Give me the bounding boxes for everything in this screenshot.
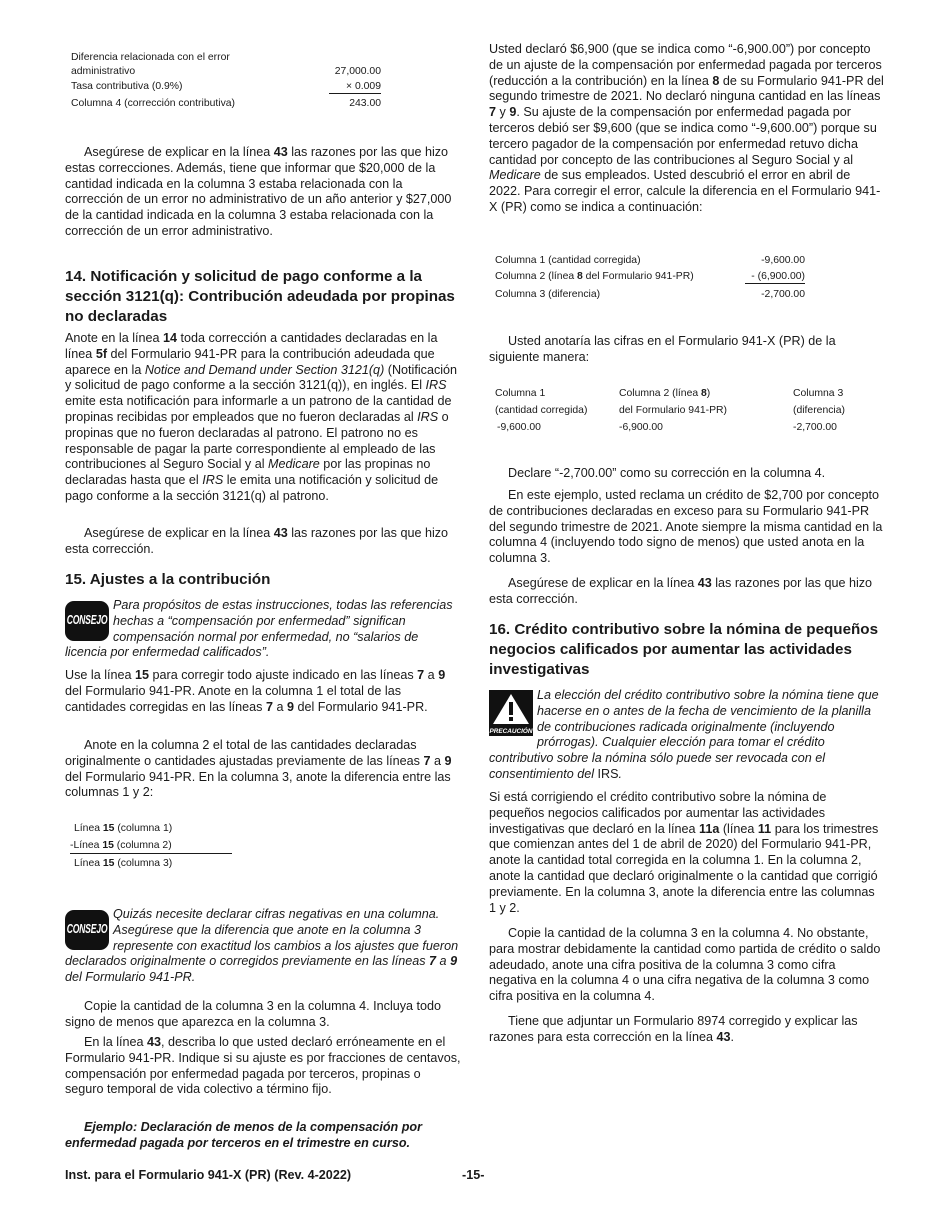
tip-box <box>65 598 462 661</box>
row-label: Columna 4 (corrección contributiva) <box>71 98 236 109</box>
section-16-heading: 16. Crédito contributivo sobre la nómina de pequeños negocios calificados por aumentar las actividades investigativas <box>489 621 879 678</box>
row-value: 27,000.00 <box>334 66 381 77</box>
row-label: administrativo <box>71 66 136 77</box>
badge-wrap <box>489 688 537 736</box>
caution-label: PRECAUCIÓN <box>489 728 533 735</box>
paragraph: Asegúrese de explicar en la línea 43 las razones por las que hizo esta corrección. <box>65 526 449 556</box>
badge-wrap <box>65 907 113 951</box>
section-15-heading: 15. Ajustes a la contribución <box>65 571 271 588</box>
table-row: Columna 2 (línea 8 del Formulario 941-PR) - (6,900.00) <box>495 271 805 282</box>
paragraph: Copie la cantidad de la columna 3 en la columna 4. No obstante, para mostrar debidamente la cantidad como partida de crédito o saldo adeudado, anote una cifra positiva de la columna 3 como cifra negativa en la columna 4 o una cifra negativa de la columna 3 como cifra positiva en la columna 4. <box>489 926 881 1004</box>
consejo-icon: CONSEJO <box>65 910 109 950</box>
footer-form-title: Inst. para el Formulario 941-X (PR) (Rev. 4-2022) <box>65 1168 352 1182</box>
row-value: -9,600.00 <box>761 255 805 266</box>
paragraph: En la línea 43, describa lo que usted declaró erróneamente en el Formulario 941-PR. Indique si su ajuste es por fracciones de centavos, compensación por enfermedad pagada por terceros, propinas o seguro temporal de vida colectivo a término fijo. <box>65 1035 461 1097</box>
table-row <box>71 51 381 79</box>
table-row: Columna 1 (cantidad corregida) -9,600.00 <box>495 255 805 266</box>
paragraph: Usted anotaría las cifras en el Formulario 941-X (PR) de la siguiente manera: <box>489 334 836 364</box>
consejo-icon: CONSEJO <box>65 601 109 641</box>
page-number: -15- <box>462 1168 485 1182</box>
paragraph: Use la línea 15 para corregir todo ajuste indicado en las líneas 7 a 9 del Formulario 941-PR. Anote en la columna 1 el total de las cantidades corregidas en las líneas 7 a 9 del Formulario 941-PR. <box>65 668 446 714</box>
paragraph: En este ejemplo, usted reclama un crédito de $2,700 por concepto de contribuciones declaradas en exceso para su Formulario 941-PR del segundo trimestre de 2021. Anote siempre la misma cantidad en la columna 4 (incluyendo todo signo de menos) que usted anota en la columna 3. <box>489 488 883 566</box>
row-value: × 0.009 <box>329 80 381 94</box>
tip-text: Para propósitos de estas instrucciones, todas las referencias hechas a “compensación por enfermedad” significan compensación normal por enfermedad, no “salarios de licencia por enfermedad calificados”. <box>65 598 453 660</box>
calc-line: Línea 15 (columna 3) <box>74 858 173 869</box>
row-value: 243.00 <box>349 98 381 109</box>
row-label: Tasa contributiva (0.9%) <box>71 81 183 92</box>
row-value: - (6,900.00) <box>745 270 805 284</box>
paragraph: Anote en la línea 14 toda corrección a cantidades declaradas en la línea 5f del Formulario 941-PR para la contribución adeudada que aparece en la Notice and Demand under Section 3121(q) (Notificación y solicitud de pago conforme a la sección 3121(q)), en inglés. El IRS emite esta notificación para informarle a un patrono de la cantidad de propinas recibidas por empleados que no fueron declaradas al IRS o propinas que no fueron declaradas al patrono. El patrono no es responsable de pagar la parte correspondiente al empleado de las contribuciones al Seguro Social y al Medicare por las propinas no declaradas hasta que el IRS le emita una notificación y solicitud de pago conforme a la sección 3121(q) al patrono. <box>65 331 458 503</box>
table-row: Columna 3 (diferencia) -2,700.00 <box>495 289 805 300</box>
paragraph: Declare “-2,700.00” como su corrección en la columna 4. <box>508 466 826 480</box>
paragraph: Usted declaró $6,900 (que se indica como “-6,900.00”) por concepto de un ajuste de la compensación por enfermedad pagada por terceros (reducción a la contribución) en la línea 8 de su Formulario 941-PR del segundo trimestre de 2021. No declaró ninguna cantidad en las líneas 7 y 9. Su ajuste de la compensación por enfermedad pagada por terceros debió ser $9,600 (que se indica como “-9,600.00”) porque su tercero pagador de la compensación por enfermedad retuvo dicha cantidad por concepto de las contribuciones al Seguro Social y al Medicare de sus empleados. Usted descubrió el error en abril de 2022. Para corregir el error, calcule la diferencia en el Formulario 941-X (PR) como se indica a continuación: <box>489 42 884 214</box>
paragraph: Si está corrigiendo el crédito contributivo sobre la nómina de pequeños negocios calificados por aumentar las actividades investigativas que declaró en la línea 11a (línea 11 para los trimestres que comienzan antes del 1 de abril de 2020) del Formulario 941-PR, anote la cantidad total corregida en la columna 1. En la columna 2, anote la cantidad que declaró originalmente o la cantidad que corrigió previamente. En la columna 3, anote la diferencia entre las columnas 1 y 2. <box>489 790 879 915</box>
row-label: Diferencia relacionada con el error <box>71 52 230 63</box>
table-row <box>71 80 381 94</box>
row-value: -2,700.00 <box>761 289 805 300</box>
paragraph: Asegúrese de explicar en la línea 43 las razones por las que hizo esta corrección. <box>489 576 873 606</box>
section-14-heading: 14. Notificación y solicitud de pago conforme a la sección 3121(q): Contribución adeudada por propinas no declaradas <box>65 268 455 325</box>
table-row <box>71 97 381 111</box>
caution-icon <box>489 690 533 736</box>
calc-line: -Línea 15 (columna 2) <box>70 839 232 854</box>
calc-line: Línea 15 (columna 1) <box>74 823 173 834</box>
badge-wrap <box>65 598 113 642</box>
paragraph: Copie la cantidad de la columna 3 en la columna 4. Incluya todo signo de menos que aparezca en la columna 3. <box>65 999 442 1029</box>
paragraph: Anote en la columna 2 el total de las cantidades declaradas originalmente o cantidades ajustadas previamente de las líneas 7 a 9 del Formulario 941-PR. En la columna 3, anote la diferencia entre las columnas 1 y 2: <box>65 738 452 800</box>
paragraph: Tiene que adjuntar un Formulario 8974 corregido y explicar las razones para esta corrección en la línea 43. <box>489 1014 858 1044</box>
example-heading: Ejemplo: Declaración de menos de la compensación por enfermedad pagada por terceros en el trimestre en curso. <box>65 1120 423 1150</box>
tip-box: CONSEJO Quizás necesite declarar cifras negativas en una columna. Asegúrese que la diferencia que anote en la columna 3 represente con exactitud los cambios a los ajustes que fueron declarados originalmente o corregidos previamente en las líneas 7 a 9 del Formulario 941-PR. <box>65 907 459 985</box>
paragraph: Asegúrese de explicar en la línea 43 las razones por las que hizo estas correcciones. Además, tiene que informar que $20,000 de la cantidad indicada en la columna 3 estaba relacionada con la corrección de un error no administrativo de un año anterior y $27,000 de la cantidad indicada en la columna 3 estaba relacionada con la corrección de un error administrativo. <box>65 145 452 238</box>
grid-col-2: Columna 2 (línea 8) del Formulario 941-PR) -6,900.00 <box>619 388 727 433</box>
grid-col-1: Columna 1 (cantidad corregida) -9,600.00 <box>495 388 588 433</box>
caution-box: PRECAUCIÓN La elección del crédito contributivo sobre la nómina tiene que hacerse en o antes de la fecha de vencimiento de la planilla de contribuciones radicada originalmente (incluyendo prórrogas). Cualquier elección para tomar el crédito contributivo sobre la nómina sólo puede ser revocada con el consentimiento del IRS. <box>489 688 879 781</box>
grid-col-3: Columna 3 (diferencia) -2,700.00 <box>793 388 845 433</box>
